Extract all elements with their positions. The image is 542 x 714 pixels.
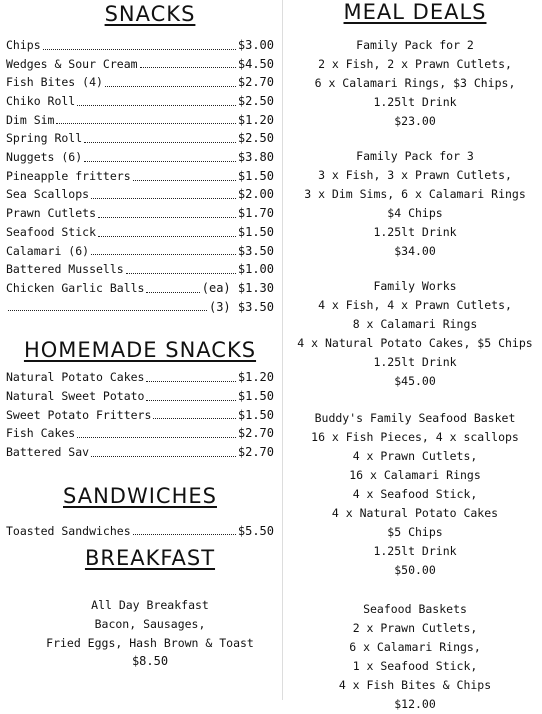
dot-leader xyxy=(84,142,236,143)
breakfast-heading: BREAKFAST xyxy=(84,546,216,571)
dot-leader xyxy=(153,418,235,419)
breakfast-line: All Day Breakfast xyxy=(91,598,209,613)
homemade-snacks-heading: HOMEMADE SNACKS xyxy=(23,338,257,363)
menu-item-row xyxy=(6,424,274,443)
meal-deal-line: 2 x Fish, 2 x Prawn Cutlets, xyxy=(318,57,512,71)
dot-leader xyxy=(146,400,235,401)
menu-item-price: $1.20 xyxy=(237,370,274,385)
dot-leader xyxy=(91,254,236,255)
meal-deal-price: $45.00 xyxy=(394,374,436,388)
menu-item-row xyxy=(6,36,274,55)
menu-item-row xyxy=(6,148,274,167)
menu-item-price: (ea) $1.30 xyxy=(201,280,274,295)
menu-item-name: Prawn Cutlets xyxy=(6,206,97,221)
menu-item-name: Seafood Stick xyxy=(6,224,97,239)
menu-item-row xyxy=(6,129,274,148)
meal-deal-line: 1.25lt Drink xyxy=(373,355,457,369)
breakfast-line: Bacon, Sausages, xyxy=(94,617,206,632)
menu-item-name: Calamari (6) xyxy=(6,243,90,258)
meal-deal-line: 4 x Natural Potato Cakes, $5 Chips xyxy=(297,336,533,350)
meal-deal-line: 16 x Calamari Rings xyxy=(349,468,481,482)
dot-leader xyxy=(91,198,236,199)
menu-item-name: Pineapple fritters xyxy=(6,168,131,183)
menu-item-row xyxy=(6,55,274,74)
breakfast-line: Fried Eggs, Hash Brown & Toast xyxy=(46,635,254,650)
meal-deal xyxy=(290,277,540,391)
menu-item-name: Sweet Potato Fritters xyxy=(6,407,152,422)
sandwiches-heading: SANDWICHES xyxy=(63,483,217,508)
menu-item-name: Sea Scallops xyxy=(6,187,90,202)
meal-deal-line: 1.25lt Drink xyxy=(373,95,457,109)
menu-item-name: Nuggets (6) xyxy=(6,150,83,165)
meal-deal xyxy=(290,36,540,131)
meal-deal-line: 4 x Seafood Stick, xyxy=(352,487,478,501)
dot-leader xyxy=(91,456,236,457)
column-divider xyxy=(282,0,283,700)
menu-item-row xyxy=(6,204,274,223)
menu-item-name: Chips xyxy=(6,37,41,52)
meal-deal-price: $23.00 xyxy=(394,114,436,128)
menu-item-row xyxy=(6,387,274,406)
snacks-heading: SNACKS xyxy=(104,2,196,26)
menu-item-name: Dim Sim xyxy=(6,112,55,127)
menu-item-price: $1.70 xyxy=(237,206,274,221)
meal-deal-title: Family Works xyxy=(373,279,457,293)
right-column xyxy=(290,0,540,714)
menu-item-price: $2.50 xyxy=(237,131,274,146)
menu-item-name: Battered Sav xyxy=(6,445,90,460)
meal-deal-line: 6 x Calamari Rings, $3 Chips, xyxy=(314,76,516,90)
meal-deal-line: 1.25lt Drink xyxy=(373,544,457,558)
dot-leader xyxy=(105,86,236,87)
meal-deal xyxy=(290,147,540,261)
meal-deal-line: 8 x Calamari Rings xyxy=(352,317,478,331)
breakfast-block xyxy=(6,596,274,670)
menu-item-price: $1.50 xyxy=(237,407,274,422)
menu-item-row xyxy=(6,73,274,92)
sandwiches-list xyxy=(6,522,274,541)
menu-item-price: $1.50 xyxy=(237,168,274,183)
meal-deal-line: 4 x Fish, 4 x Prawn Cutlets, xyxy=(318,298,512,312)
meal-deals-heading: MEAL DEALS xyxy=(343,0,487,24)
meal-deal-line: 6 x Calamari Rings, xyxy=(349,640,481,654)
menu-item-row xyxy=(6,443,274,462)
menu-item-name: Wedges & Sour Cream xyxy=(6,56,138,71)
menu-item-row xyxy=(6,368,274,387)
menu-item-row xyxy=(6,223,274,242)
dot-leader xyxy=(43,49,236,50)
menu-item-row xyxy=(6,92,274,111)
menu-item-price: (3) $3.50 xyxy=(208,299,274,314)
menu-item-price: $1.50 xyxy=(237,388,274,403)
menu-item-row xyxy=(6,260,274,279)
dot-leader xyxy=(126,273,236,274)
meal-deal-price: $12.00 xyxy=(394,697,436,711)
menu-item-price: $1.20 xyxy=(237,112,274,127)
menu-item-price: $2.00 xyxy=(237,187,274,202)
meal-deal-title: Family Pack for 2 xyxy=(356,38,474,52)
dot-leader xyxy=(140,67,236,68)
homemade-snacks-list xyxy=(6,368,274,461)
meal-deal-line: 4 x Prawn Cutlets, xyxy=(352,449,478,463)
dot-leader xyxy=(133,534,236,535)
meal-deal-line: $5 Chips xyxy=(387,525,443,539)
meal-deal-line: 1.25lt Drink xyxy=(373,225,457,239)
menu-item-row xyxy=(6,111,274,130)
dot-leader xyxy=(146,292,199,293)
meal-deal-line: 3 x Dim Sims, 6 x Calamari Rings xyxy=(304,187,526,201)
dot-leader xyxy=(98,217,236,218)
meal-deals-list xyxy=(290,36,540,714)
menu-item-name: Chicken Garlic Balls xyxy=(6,280,145,295)
menu-item-name: Toasted Sandwiches xyxy=(6,523,131,538)
meal-deal xyxy=(290,409,540,580)
dot-leader xyxy=(77,437,236,438)
meal-deal xyxy=(290,600,540,714)
dot-leader xyxy=(8,310,207,311)
menu-item-price: $4.50 xyxy=(237,56,274,71)
dot-leader xyxy=(133,180,236,181)
meal-deal-line: 1 x Seafood Stick, xyxy=(352,659,478,673)
menu-item-row xyxy=(6,406,274,425)
menu-item-name: Chiko Roll xyxy=(6,94,76,109)
menu-item-price: $5.50 xyxy=(237,523,274,538)
meal-deal-title: Seafood Baskets xyxy=(363,602,467,616)
dot-leader xyxy=(84,161,236,162)
dot-leader xyxy=(77,105,236,106)
meal-deal-line: 4 x Fish Bites & Chips xyxy=(338,678,492,692)
dot-leader xyxy=(56,123,235,124)
meal-deal-title: Buddy's Family Seafood Basket xyxy=(314,411,516,425)
menu-item-row xyxy=(6,298,274,317)
dot-leader xyxy=(146,381,235,382)
breakfast-price: $8.50 xyxy=(131,654,169,669)
meal-deal-line: 16 x Fish Pieces, 4 x scallops xyxy=(311,430,519,444)
meal-deal-line: 2 x Prawn Cutlets, xyxy=(352,621,478,635)
meal-deal-price: $34.00 xyxy=(394,244,436,258)
menu-item-name: Fish Cakes xyxy=(6,426,76,441)
left-column xyxy=(6,0,274,671)
menu-item-row xyxy=(6,186,274,205)
meal-deal-price: $50.00 xyxy=(394,563,436,577)
meal-deal-title: Family Pack for 3 xyxy=(356,149,474,163)
meal-deal-line: 4 x Natural Potato Cakes xyxy=(331,506,499,520)
meal-deal-line: 3 x Fish, 3 x Prawn Cutlets, xyxy=(318,168,512,182)
menu-item-row xyxy=(6,242,274,261)
menu-item-row xyxy=(6,522,274,541)
menu-item-name: Natural Sweet Potato xyxy=(6,388,145,403)
menu-item-price: $3.00 xyxy=(237,37,274,52)
menu-item-price: $3.80 xyxy=(237,150,274,165)
menu-item-row xyxy=(6,279,274,298)
snacks-list xyxy=(6,36,274,316)
dot-leader xyxy=(98,236,236,237)
menu-item-price: $1.50 xyxy=(237,224,274,239)
menu-item-price: $1.00 xyxy=(237,262,274,277)
menu-item-price: $3.50 xyxy=(237,243,274,258)
meal-deal-line: $4 Chips xyxy=(387,206,443,220)
menu-item-row xyxy=(6,167,274,186)
menu-item-name: Fish Bites (4) xyxy=(6,75,103,90)
menu-item-name: Battered Mussells xyxy=(6,262,124,277)
menu-item-name: Natural Potato Cakes xyxy=(6,370,145,385)
menu-item-price: $2.70 xyxy=(237,426,274,441)
menu-item-name: Spring Roll xyxy=(6,131,83,146)
menu-item-price: $2.70 xyxy=(237,445,274,460)
menu-item-price: $2.70 xyxy=(237,75,274,90)
menu-item-price: $2.50 xyxy=(237,94,274,109)
